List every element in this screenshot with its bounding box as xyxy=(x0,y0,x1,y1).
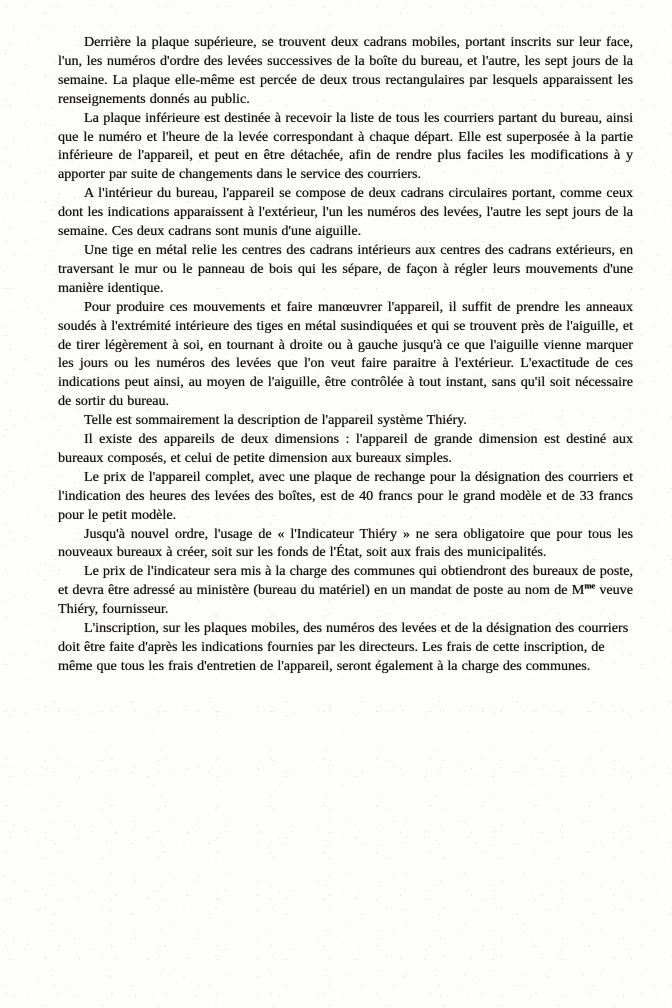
paragraph-lower-plate: La plaque inférieure est destinée à recevoir la liste de tous les courriers partant du bureau, ainsi que le numéro et l'heure de la levée correspondant à chaque départ. Elle est superposée à la partie inférieure de l'appareil, et peut en être détachée, afin de rendre plus faciles les modifications à y apporter par suite de changements dans le service des courriers. xyxy=(58,109,633,183)
paragraph-summary-thiery: Telle est sommairement la description de l'appareil système Thiéry. xyxy=(84,412,467,429)
paragraph-payment-ministry xyxy=(58,562,633,619)
paragraph-metal-rod: Une tige en métal relie les centres des cadrans intérieurs aux centres des cadrans extérieurs, en traversant le mur ou le panneau de bois qui les sépare, de façon à régler leurs mouvements d'une manière identique. xyxy=(58,241,633,296)
paragraph-operation: Pour produire ces mouvements et faire manœuvrer l'appareil, il suffit de prendre les anneaux soudés à l'extrémité intérieure des tiges en métal susindiquées et qui se trouvent près de l'aiguille, et de tirer légèrement à soi, en tournant à droite ou à gauche jusqu'à ce que l'aiguille vienne marquer les jours ou les numéros des levées que l'on veut faire paraitre à l'extérieur. L'exactitude de ces indications peut ainsi, au moyen de l'aiguille, être contrôlée à tout instant, sans qu'il soit nécessaire de sortir du bureau. xyxy=(58,298,633,410)
madame-abbreviation: me xyxy=(584,580,596,591)
paragraph-upper-plate: Derrière la plaque supérieure, se trouvent deux cadrans mobiles, portant inscrits sur leur face, l'un, les numéros d'ordre des levées successives de la boîte du bureau, et l'autre, les sept jours de la semaine. La plaque elle-même est percée de deux trous rectangulaires par lesquels apparaissent les renseignements donnés au public. xyxy=(58,34,633,107)
page-text-body xyxy=(58,33,633,676)
paragraph-interior-dials: A l'intérieur du bureau, l'appareil se compose de deux cadrans circulaires portant, comme ceux dont les indications apparaissent à l'extérieur, l'un les numéros des levées, l'autre les sept jours de la semaine. Ces deux cadrans sont munis d'une aiguille. xyxy=(58,185,633,240)
paragraph-inscription-costs: L'inscription, sur les plaques mobiles, des numéros des levées et de la désignation des courriers doit être faite d'après les indications fournies par les directeurs. Les frais de cette inscription, de même que tous les frais d'entretien de l'appareil, seront également à la charge des communes. xyxy=(58,620,629,674)
paragraph-two-sizes: Il existe des appareils de deux dimensions : l'appareil de grande dimension est destiné aux bureaux composés, et celui de petite dimension aux bureaux simples. xyxy=(58,431,633,466)
paragraph-pricing: Le prix de l'appareil complet, avec une plaque de rechange pour la désignation des courriers et l'indication des heures des levées des boîtes, est de 40 francs pour le grand modèle et de 33 francs pour le petit modèle. xyxy=(58,468,633,523)
paragraph-obligation: Jusqu'à nouvel ordre, l'usage de « l'Indicateur Thiéry » ne sera obligatoire que pour tous les nouveaux bureaux à créer, soit sur les fonds de l'État, soit aux frais des municipalités. xyxy=(58,525,633,561)
payment-text-suffix: veuve Thiéry, fournisseur. xyxy=(58,582,633,618)
payment-text-prefix: Le prix de l'indicateur sera mis à la charge des communes qui obtiendront des bureaux de poste, et devra être adressé au ministère (bureau du matériel) en un mandat de poste au nom de M xyxy=(58,563,633,599)
